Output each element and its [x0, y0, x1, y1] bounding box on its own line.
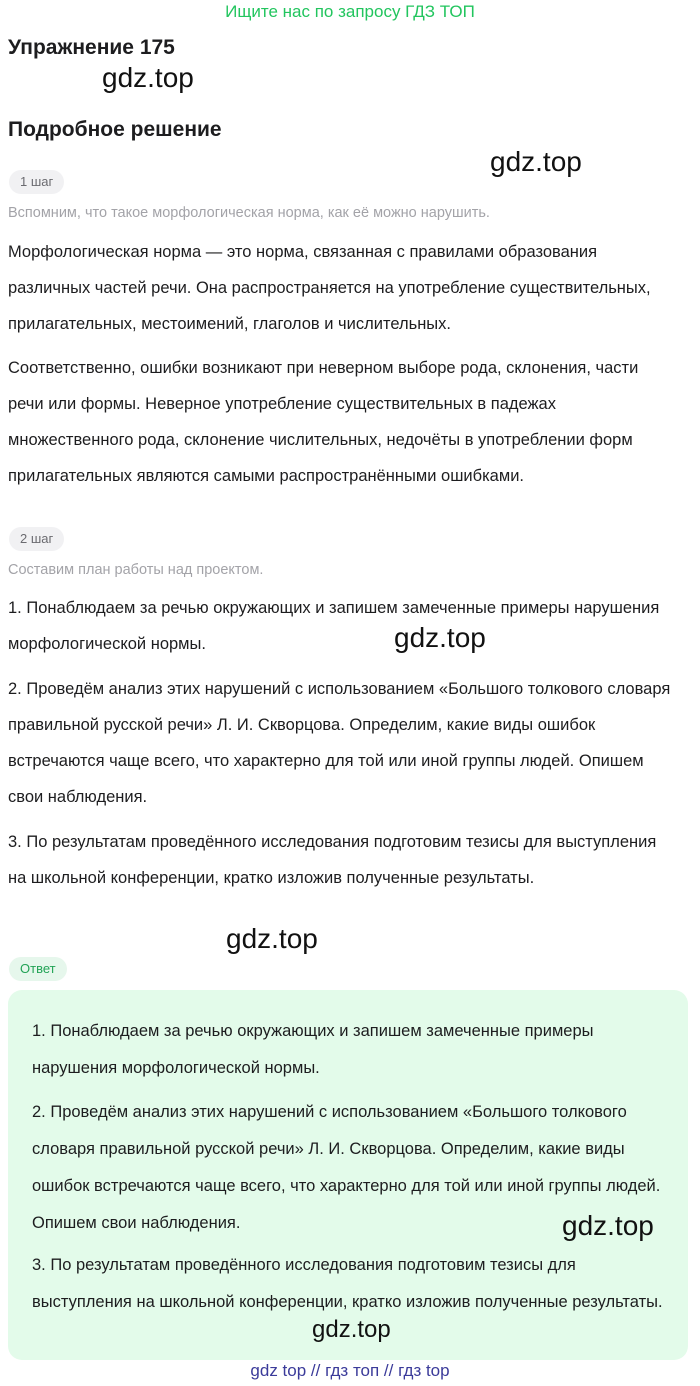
- page-title: Упражнение 175: [8, 36, 175, 59]
- answer-paragraph: 2. Проведём анализ этих нарушений с использованием «Большого толкового словаря правильной русской речи» Л. И. Скворцова. Определим, какие виды ошибок встречаются чаще всего, что характерно для той или иной группы людей. Опишем свои наблюдения.: [32, 1103, 661, 1232]
- step-2-hint: Составим план работы над проектом.: [8, 562, 264, 578]
- watermark: gdz.top: [394, 622, 486, 653]
- step-2-paragraph: 3. По результатам проведённого исследования подготовим тезисы для выступления на школьной конференции, кратко изложив полученные результаты.: [8, 833, 657, 887]
- search-banner: Ищите нас по запросу ГДЗ ТОП: [225, 2, 475, 21]
- step-1-badge: 1 шаг: [9, 170, 64, 194]
- step-2-paragraph: 2. Проведём анализ этих нарушений с использованием «Большого толкового словаря правильной русской речи» Л. И. Скворцова. Определим, какие виды ошибок встречаются чаще всего, что характерно для той или иной группы людей. Опишем свои наблюдения.: [8, 680, 671, 806]
- step-2-badge: 2 шаг: [9, 527, 64, 551]
- answer-paragraph: 3. По результатам проведённого исследования подготовим тезисы для выступления на школьной конференции, кратко изложив полученные результаты.: [32, 1256, 663, 1311]
- section-title: Подробное решение: [8, 118, 222, 141]
- watermark: gdz.top: [490, 146, 582, 177]
- watermark: gdz.top: [562, 1210, 654, 1241]
- watermark: gdz.top: [312, 1316, 391, 1343]
- step-1-paragraph: Морфологическая норма — это норма, связанная с правилами образования различных частей речи. Она распространяется на употребление существительных, прилагательных, местоимений, глаголов и числительных.: [8, 243, 651, 333]
- step-2-paragraph: 1. Понаблюдаем за речью окружающих и запишем замеченные примеры нарушения морфологической нормы.: [8, 599, 660, 653]
- step-1-hint: Вспомним, что такое морфологическая норма, как её можно нарушить.: [8, 205, 490, 221]
- watermark: gdz.top: [226, 923, 318, 954]
- watermark: gdz.top: [102, 62, 194, 93]
- answer-paragraph: 1. Понаблюдаем за речью окружающих и запишем замеченные примеры нарушения морфологической нормы.: [32, 1022, 594, 1077]
- footer-links: gdz top // гдз топ // гдз top: [250, 1361, 450, 1380]
- answer-badge: Ответ: [9, 957, 67, 981]
- step-1-paragraph: Соответственно, ошибки возникают при неверном выборе рода, склонения, части речи или формы. Неверное употребление существительных в падежах множественного рода, склонение числительных, недочёты в употреблении форм прилагательных являются самыми распространёнными ошибками.: [8, 359, 639, 485]
